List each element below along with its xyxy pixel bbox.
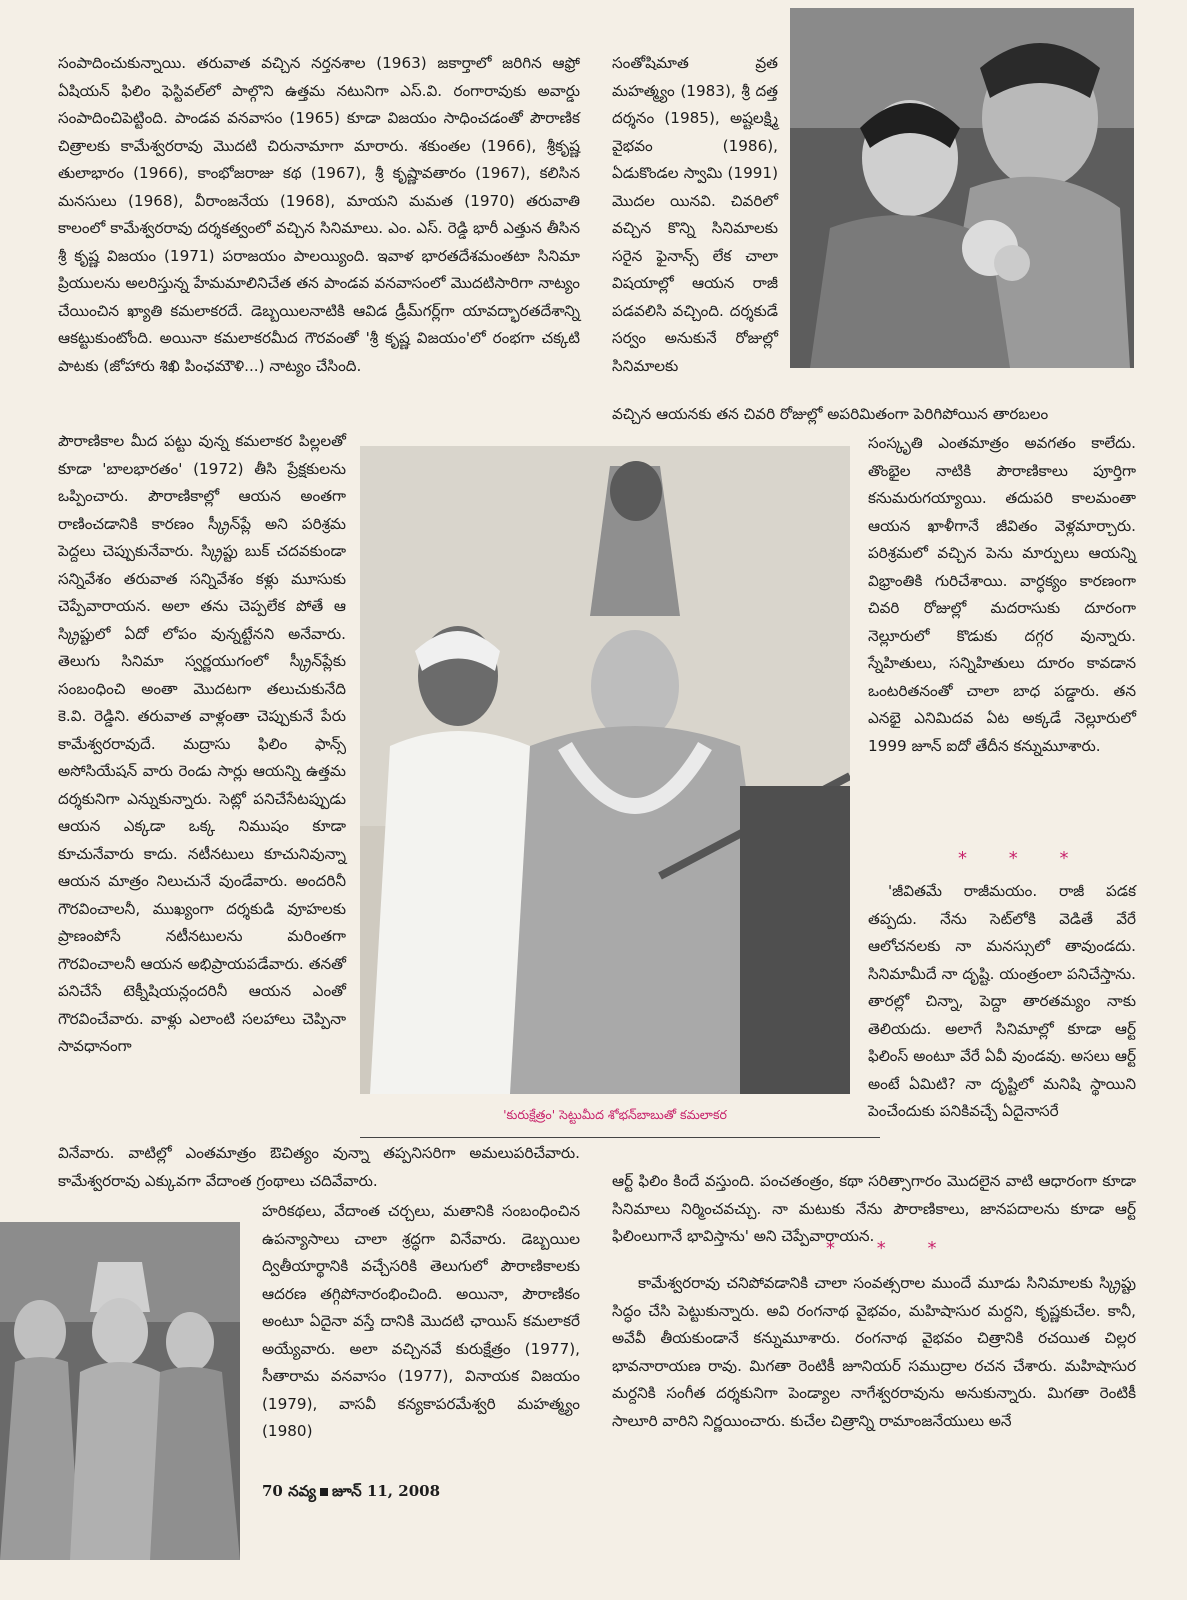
caption-rule <box>360 1137 880 1138</box>
film-still-photo-top-right <box>790 8 1134 368</box>
article-column-final <box>612 1270 1136 1470</box>
page-number: 70 <box>262 1482 283 1500</box>
paragraph: వచ్చిన ఆయనకు తన చివరి రోజుల్లో అపరిమితంగా పెరిగిపోయిన తారబలం <box>612 405 1049 423</box>
paragraph: కామేశ్వరరావు చనిపోవడానికి చాలా సంవత్సరాల ముందే మూడు సినిమాలకు స్క్రిప్టు సిద్ధం చేసి పెట్టుకున్నారు. అవి రంగనాథ వైభవం, మహిషాసుర మర్దని, కృష్ణకుచేల. కానీ, అవేవీ తీయకుండానే కన్నుమూశారు. రంగనాథ వైభవం చిత్రానికి రచయిత చిల్లర భావనారాయణ రావు. మిగతా రెంటికీ జూనియర్ సముద్రాల రచన చేశారు. మహిషాసుర మర్దనికి సంగీత దర్శకునిగా పెండ్యాల నాగేశ్వరరావును అనుకున్నారు. మిగతా రెంటికీ సాలూరి వారిని నిర్ణయించారు. కుచేల చిత్రాన్ని రామాంజనేయులు అనే <box>612 1274 1136 1430</box>
magazine-name: నవ్య <box>288 1482 317 1500</box>
article-column-left-bottom <box>262 1198 580 1473</box>
photo-caption: 'కురుక్షేత్రం' సెట్టుమీద శోభన్‌బాబుతో కమలాకర <box>503 1107 727 1122</box>
article-column-mid-wide <box>612 401 1136 429</box>
paragraph: పౌరాణికాల మీద పట్టు వున్న కమలాకర పిల్లలతో కూడా 'బాలభారతం' (1972) తీసి ప్రేక్షకులను ఒప్పించారు. పౌరాణికాల్లో ఆయన అంతగా రాణించడానికి కారణం స్క్రీన్‌ప్లే అని పరిశ్రమ పెద్దలు చెప్పుకునేవారు. స్క్రిప్టు బుక్ చదవకుండా సన్నివేశం తరువాత సన్నివేశం కళ్లు మూసుకు చెప్పేవారాయన. అలా తను చెప్పలేక పోతే ఆ స్క్రిప్టులో ఏదో లోపం వున్నట్టేనని అనేవారు. తెలుగు సినిమా స్వర్ణయుగంలో స్క్రీన్‌ప్లేకు సంబంధించి అంతా మొదటగా తలుచుకునేది కె.వి. రెడ్డిని. తరువాత వాళ్లంతా చెప్పుకునే పేరు కామేశ్వరరావుదే. మద్రాసు ఫిలిం ఫాన్స్ అసోసియేషన్ వారు రెండు సార్లు ఆయన్ని ఉత్తమ దర్శకునిగా ఎన్నుకున్నారు. సెట్లో పనిచేసేటప్పుడు ఆయన ఎక్కడా ఒక్క నిముషం కూడా కూచునేవారు కాదు. నటీనటులు కూచునివున్నా ఆయన మాత్రం నిలుచునే వుండేవారు. అందరినీ గౌరవించాలనీ, ముఖ్యంగా దర్శకుడి వూహలకు ప్రాణంపోసే నటీనటులను మరింతగా గౌరవించాలనీ ఆయన అభిప్రాయపడేవారు. తనతో పనిచేసే టెక్నీషియన్లందరినీ ఆయన ఎంతో గౌరవించేవారు. వాళ్లు ఎలాంటి సలహాలు చెప్పినా సావధానంగా <box>58 432 346 1055</box>
quote-paragraph: 'జీవితమే రాజీమయం. రాజీ పడక తప్పదు. నేను సెట్‌లోకి వెడితే వేరే ఆలోచనలకు నా మనస్సులో తావుండదు. సినిమామీదే నా దృష్టి. యంత్రంలా పనిచేస్తాను. తారల్లో చిన్నా, పెద్దా తారతమ్యం నాకు తెలియదు. అలాగే సినిమాల్లో కూడా ఆర్ట్ ఫిలింస్ అంటూ వేరే ఏవీ వుండవు. అసలు ఆర్ట్ అంటే ఏమిటి? నా దృష్టిలో మనిషి స్థాయిని పెంచేందుకు పనికివచ్చే ఏదైనాసరే <box>868 882 1136 1120</box>
article-column-left-top <box>58 50 580 426</box>
issue-date: జూన్ 11, 2008 <box>332 1482 441 1500</box>
paragraph: వినేవారు. వాటిల్లో ఎంతమాత్రం ఔచిత్యం వున్నా తప్పనిసరిగా అమలుపరిచేవారు. కామేశ్వరరావు ఎక్కువగా వేదాంత గ్రంథాలు చదివేవారు. <box>58 1144 580 1190</box>
article-column-left-mid <box>58 428 346 1140</box>
article-column-mid-top <box>612 50 778 400</box>
paragraph: సంతోషిమాత వ్రత మహత్మ్యం (1983), శ్రీ దత్త దర్శనం (1985), అష్టలక్ష్మి వైభవం (1986), ఏడుకొండల స్వామి (1991) మొదల యినవి. చివరిలో వచ్చిన కొన్ని సినిమాలకు సరైన ఫైనాన్స్ లేక చాలా విషయాల్లో ఆయన రాజీ పడవలిసి వచ్చింది. దర్శకుడే సర్వం అనుకునే రోజుల్లో సినిమాలకు <box>612 54 778 375</box>
kurukshetram-set-image <box>360 446 850 1094</box>
paragraph: హరికథలు, వేదాంత చర్చలు, మతానికి సంబంధించిన ఉపన్యాసాలు చాలా శ్రద్ధగా వినేవారు. డెబ్బయిల ద్వితీయార్థానికి వచ్చేసరికి తెలుగులో పౌరాణికాలకు ఆదరణ తగ్గిపోనారంభించింది. అయినా, పౌరాణికం అంటూ ఏదైనా వస్తే దానికి మొదటి ఛాయిస్ కమలాకరే అయ్యేవారు. అలా వచ్చినవే కురుక్షేత్రం (1977), సీతారామ వనవాసం (1977), వినాయక విజయం (1979), వాసవీ కన్యకాపరమేశ్వరి మహత్మ్యం (1980) <box>262 1202 580 1440</box>
section-separator: * * * <box>826 1238 955 1259</box>
film-still-photo-bottom-left <box>0 1222 240 1560</box>
article-column-right-quote <box>868 878 1136 1168</box>
quote-paragraph: ఆర్ట్ ఫిలిం కిందే వస్తుంది. పంచతంత్రం, కథా సరిత్సాగారం మొదలైన వాటి ఆధారంగా కూడా సినిమాలు నిర్మించవచ్చు. నా మటుకు నేను పౌరాణికాలు, జానపదాలను కూడా ఆర్ట్ ఫిలింలుగానే భావిస్తాను' అని చెప్పేవారాయన. <box>612 1172 1136 1245</box>
page-footer <box>262 1482 440 1504</box>
paragraph: సంస్కృతి ఎంతమాత్రం అవగతం కాలేదు. తొంభైల నాటికి పౌరాణికాలు పూర్తిగా కనుమరుగయ్యాయి. తదుపరి కాలమంతా ఆయన ఖాళీగానే జీవితం వెళ్లమార్చారు. పరిశ్రమలో వచ్చిన పెను మార్పులు ఆయన్ని విభ్రాంతికి గురిచేశాయి. వార్ధక్యం కారణంగా చివరి రోజుల్లో మదరాసుకు దూరంగా నెల్లూరులో కొడుకు దగ్గర వున్నారు. స్నేహితులు, సన్నిహితులు దూరం కావడాన ఒంటరితనంతో చాలా బాధ పడ్డారు. తన ఎనభై ఎనిమిదవ ఏట అక్కడే నెల్లూరులో 1999 జూన్ ఐదో తేదీన కన్నుమూశారు. <box>868 434 1136 755</box>
article-column-left-wide <box>58 1140 580 1196</box>
section-separator: * * * <box>958 848 1087 869</box>
paragraph: సంపాదించుకున్నాయి. తరువాత వచ్చిన నర్తనశాల (1963) జకార్తాలో జరిగిన ఆఫ్రో ఏషియన్ ఫిలిం ఫెస్టివల్‌లో పాల్గొని ఉత్తమ నటునిగా ఎస్.వి. రంగారావుకు అవార్డు సంపాదించిపెట్టింది. పాండవ వనవాసం (1965) కూడా విజయం సాధించడంతో పౌరాణిక చిత్రాలకు కామేశ్వరరావు మొదటి చిరునామాగా మారారు. శకుంతల (1966), శ్రీకృష్ణ తులాభారం (1966), కాంభోజరాజు కథ (1967), శ్రీ కృష్ణావతారం (1967), కలిసిన మనసులు (1968), వీరాంజనేయ (1968), మాయని మమత (1970) తరువాతి కాలంలో కామేశ్వరరావు దర్శకత్వంలో వచ్చిన సినిమాలు. ఎం. ఎస్. రెడ్డి భారీ ఎత్తున తీసిన శ్రీ కృష్ణ విజయం (1971) పరాజయం పాలయ్యింది. ఇవాళ భారతదేశమంతటా సినిమా ప్రియులను అలరిస్తున్న హేమమాలినిచేత తన పాండవ వనవాసంలో మొదటిసారిగా నాట్యం చేయించిన ఖ్యాతి కమలాకరదే. డెబ్బయిలనాటికి ఆవిడ డ్రీమ్‌గర్ల్‌గా యావద్భారతదేశాన్ని ఆకట్టుకుంటోంది. అయినా కమలాకరమీద గౌరవంతో 'శ్రీ కృష్ణ విజయం'లో రంభగా చక్కటి పాటకు (జోహారు శిఖి పింఛమౌళి...) నాట్యం చేసింది. <box>58 54 580 375</box>
film-still-image <box>790 8 1134 368</box>
kurukshetram-set-photo <box>360 446 850 1094</box>
separator-square <box>320 1488 328 1496</box>
article-column-right-top <box>868 430 1136 850</box>
film-still-image <box>0 1222 240 1560</box>
